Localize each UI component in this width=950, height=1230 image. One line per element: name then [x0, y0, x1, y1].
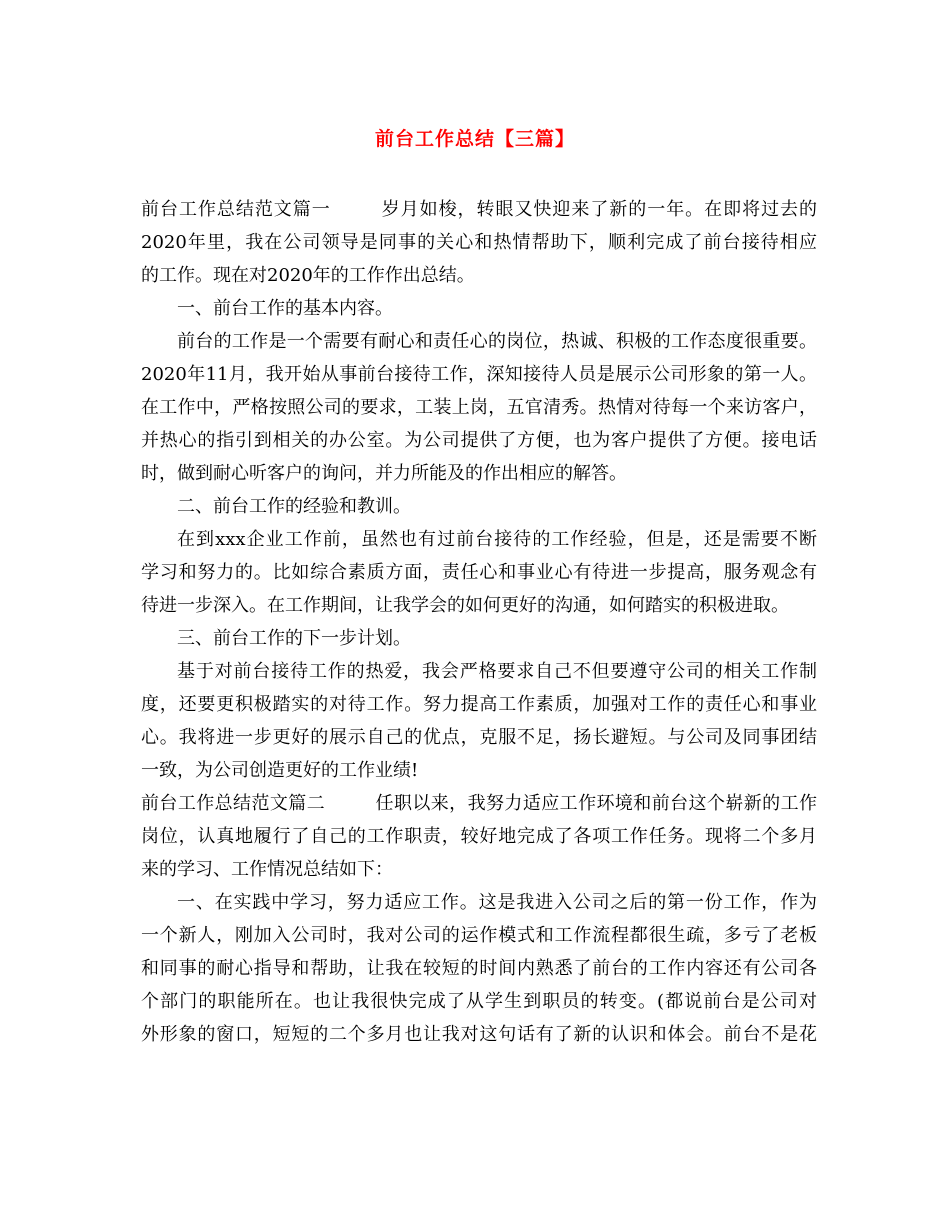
- text-line: 待进一步深入。在工作期间，让我学会的如何更好的沟通，如何踏实的积极进取。: [141, 595, 789, 616]
- text-line: 来的学习、工作情况总结如下：: [141, 859, 393, 880]
- document-title: 前台工作总结【三篇】: [374, 128, 575, 150]
- text-line: 学习和努力的。比如综合素质方面，责任心和事业心有待进一步提高，服务观念有: [141, 562, 817, 583]
- text-line: 在到xxx企业工作前，虽然也有过前台接待的工作经验，但是，还是需要不断: [177, 529, 817, 550]
- text-line: 在工作中，严格按照公司的要求，工装上岗，五官清秀。热情对待每一个来访客户，: [141, 397, 817, 418]
- text-line: 心。我将进一步更好的展示自己的优点，克服不足，扬长避短。与公司及同事团结: [141, 727, 817, 748]
- text-line: 基于对前台接待工作的热爱，我会严格要求自己不但要遵守公司的相关工作制: [177, 661, 817, 682]
- text-line: 并热心的指引到相关的办公室。为公司提供了方便，也为客户提供了方便。接电话: [141, 430, 817, 451]
- section-heading: 前台工作总结范文篇一: [141, 199, 331, 220]
- text-line: 2020年11月，我开始从事前台接待工作，深知接待人员是展示公司形象的第一人。: [141, 364, 817, 385]
- subheading-line: 三、前台工作的下一步计划。: [177, 628, 411, 649]
- text-line: 一、在实践中学习，努力适应工作。这是我进入公司之后的第一份工作，作为: [177, 892, 817, 913]
- text-line: 度，还要更积极踏实的对待工作。努力提高工作素质，加强对工作的责任心和事业: [141, 694, 817, 715]
- line-text: 岁月如梭，转眼又快迎来了新的一年。在即将过去的: [380, 199, 817, 220]
- text-line: 时，做到耐心听客户的询问，并力所能及的作出相应的解答。: [141, 463, 627, 484]
- text-line: 一致，为公司创造更好的工作业绩!: [141, 760, 419, 781]
- text-line: 和同事的耐心指导和帮助，让我在较短的时间内熟悉了前台的工作内容还有公司各: [141, 958, 817, 979]
- text-line: [141, 787, 817, 820]
- text-line: [141, 193, 817, 226]
- text-line: 外形象的窗口，短短的二个多月也让我对这句话有了新的认识和体会。前台不是花: [141, 1024, 817, 1045]
- subheading-line: 二、前台工作的经验和教训。: [177, 496, 411, 517]
- text-line: 前台的工作是一个需要有耐心和责任心的岗位，热诚、积极的工作态度很重要。: [177, 331, 817, 352]
- text-line: 2020年里，我在公司领导是同事的关心和热情帮助下，顺利完成了前台接待相应: [141, 232, 817, 253]
- line-text: 任职以来，我努力适应工作环境和前台这个崭新的工作: [375, 793, 817, 814]
- text-line: 个部门的职能所在。也让我很快完成了从学生到职员的转变。(都说前台是公司对: [141, 991, 817, 1012]
- document-body: [141, 193, 817, 1051]
- section-heading: 前台工作总结范文篇二: [141, 793, 326, 814]
- text-line: 的工作。现在对2020年的工作作出总结。: [141, 265, 475, 286]
- subheading-line: 一、前台工作的基本内容。: [177, 298, 393, 319]
- text-line: 岗位，认真地履行了自己的工作职责，较好地完成了各项工作任务。现将二个多月: [141, 826, 817, 847]
- text-line: 一个新人，刚加入公司时，我对公司的运作模式和工作流程都很生疏，多亏了老板: [141, 925, 817, 946]
